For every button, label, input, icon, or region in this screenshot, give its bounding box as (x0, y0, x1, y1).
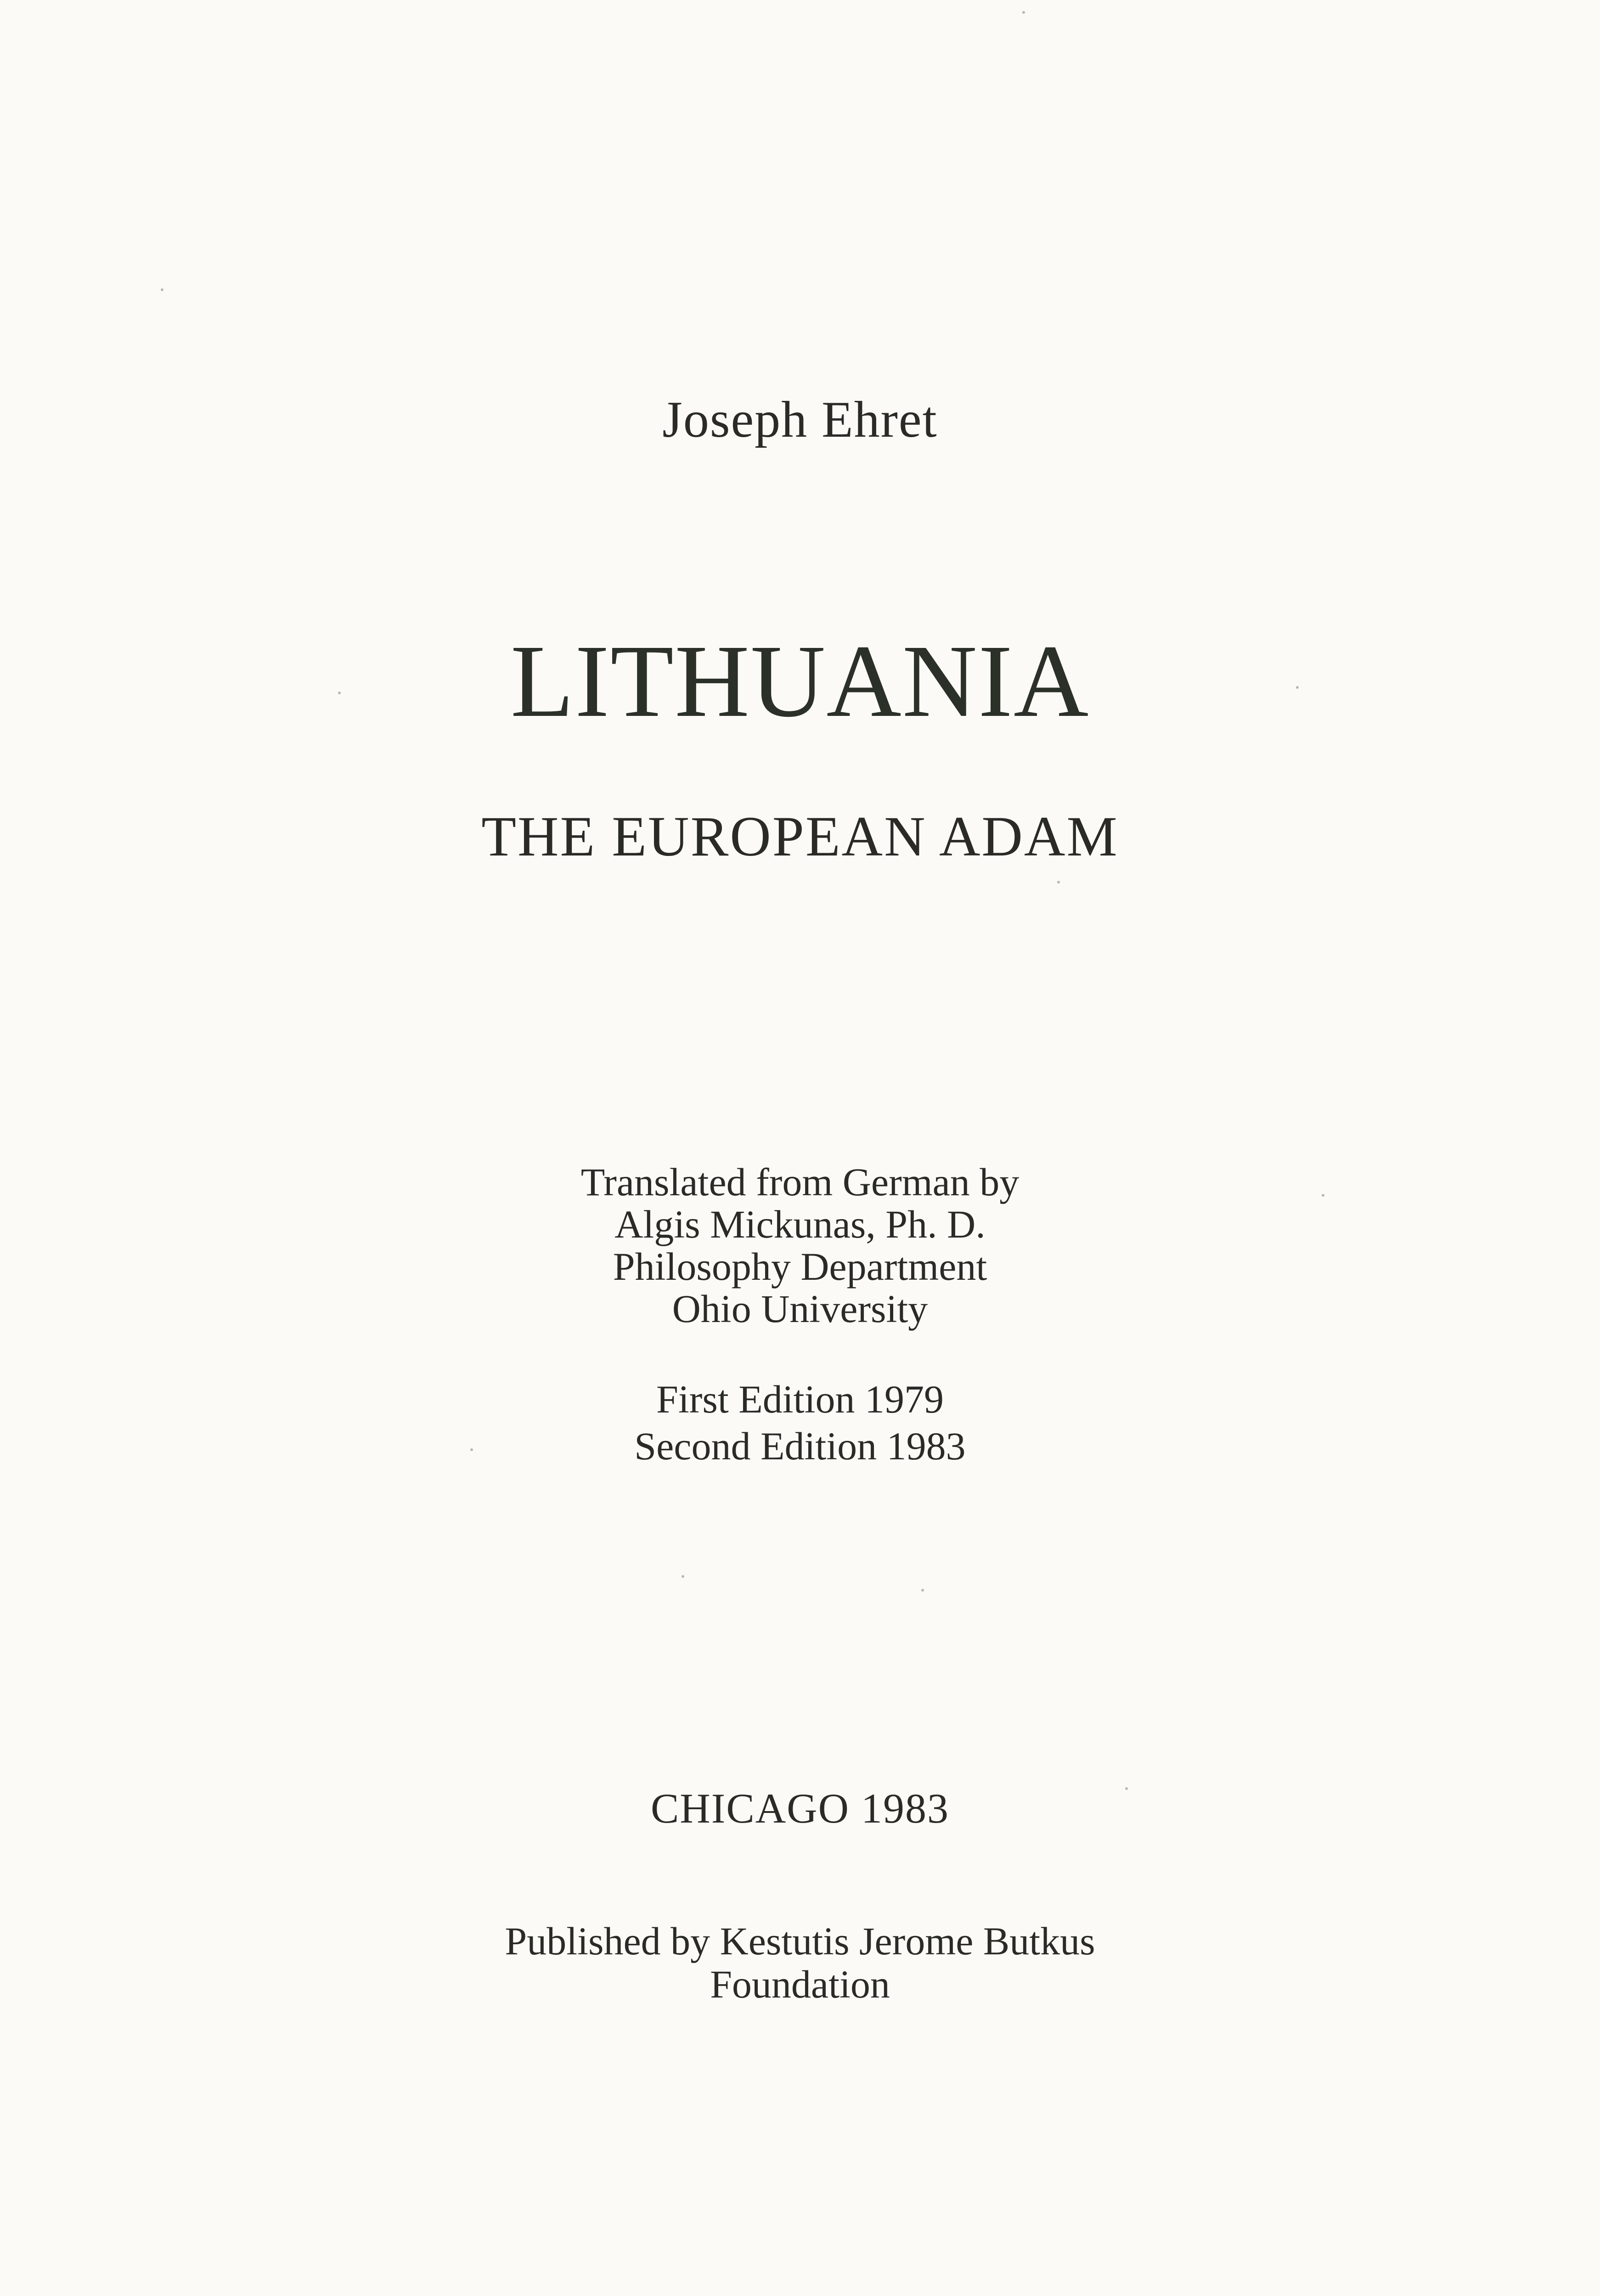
credit-line-university: Ohio University (672, 1287, 928, 1331)
credit-line-department: Philosophy Department (613, 1244, 987, 1289)
publisher-line-2: Foundation (710, 1962, 890, 2006)
author-name: Joseph Ehret (662, 391, 938, 448)
paper-speck (1322, 1194, 1324, 1197)
place-and-year: CHICAGO 1983 (650, 1785, 950, 1832)
paper-speck (470, 1448, 473, 1451)
second-edition: Second Edition 1983 (634, 1424, 966, 1468)
paper-speck (338, 692, 341, 694)
publisher-info (0, 1919, 1600, 2006)
paper-speck (161, 288, 163, 291)
publisher-line-1: Published by Kestutis Jerome Butkus (505, 1919, 1095, 1963)
paper-speck (1296, 686, 1299, 689)
book-title: LITHUANIA (510, 624, 1090, 738)
translation-credits (0, 1161, 1600, 1330)
paper-speck (1125, 1787, 1128, 1790)
book-subtitle: THE EUROPEAN ADAM (481, 805, 1119, 868)
credit-line-translated: Translated from German by (580, 1160, 1020, 1204)
first-edition: First Edition 1979 (656, 1377, 944, 1421)
paper-speck (1022, 11, 1025, 14)
edition-info (0, 1376, 1600, 1469)
paper-speck (1057, 881, 1060, 884)
paper-speck (921, 1589, 924, 1592)
paper-speck (682, 1575, 684, 1578)
credit-line-translator: Algis Mickunas, Ph. D. (614, 1202, 986, 1246)
